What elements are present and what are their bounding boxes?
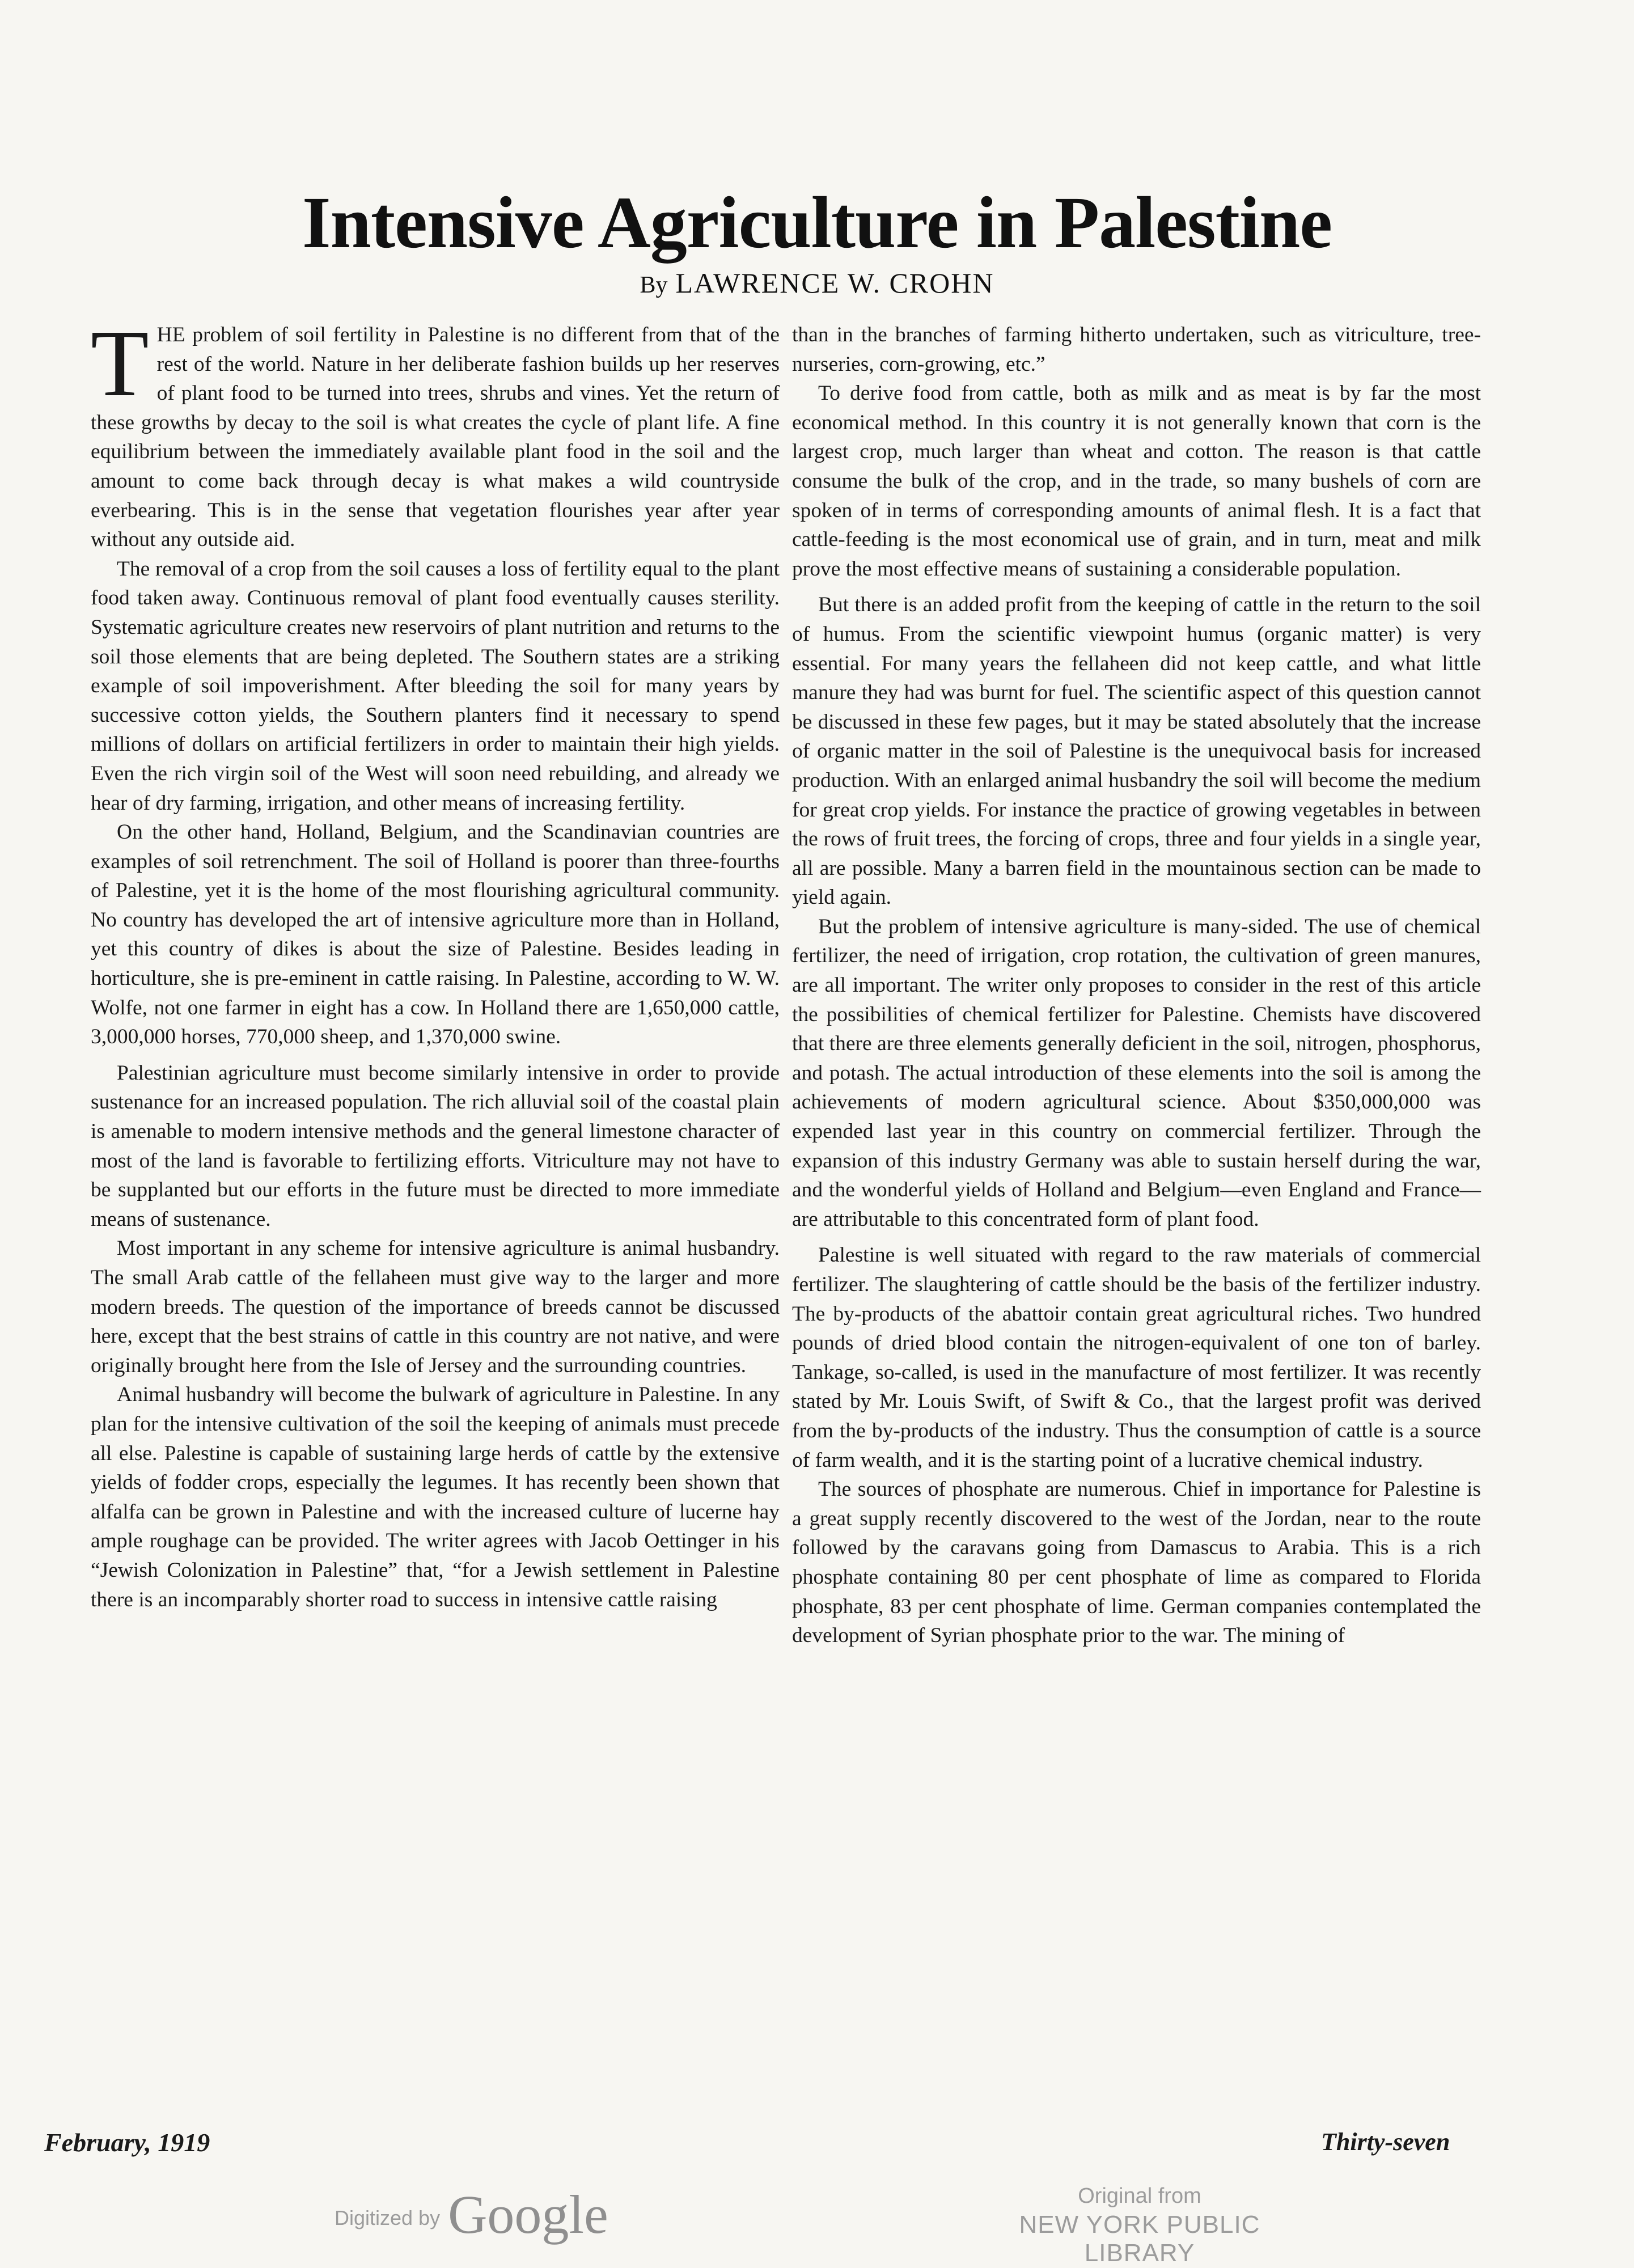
paragraph: But the problem of intensive agriculture is many-sided. The use of chemical fertilizer, the need of irrigation, crop rotation, the cultivation of green manures, are all important. The writer only proposes to consider in the rest of this article the possibilities of chemical fertilizer for Palestine. Chemists have discovered that there are three elements generally deficient in the soil, nitrogen, phosphorus, and potash. The actual introduction of these elements into the soil is among the achievements of modern agricultural science. About $350,000,000 was expended last year in this country on commercial fertilizer. Through the expansion of this industry Germany was able to sustain herself during the war, and the wonderful yields of Holland and Belgium—even England and France—are attributable to this concentrated form of plant food.	[792, 915, 1481, 1231]
digitized-by-label: Digitized by	[335, 2206, 441, 2229]
paragraph: Most important in any scheme for intensive agriculture is animal husbandry. The small Arab cattle of the fellaheen must give way to the larger and more modern breeds. The question of the importance of breeds cannot be discussed here, except that the best strains of cattle in this country are not native, and were originally brought here from the Isle of Jersey and the surrounding countries.	[91, 1237, 780, 1377]
right-column	[792, 320, 1481, 1651]
digitized-watermark	[335, 2183, 608, 2246]
byline-prefix: By	[640, 272, 668, 298]
paragraph: To derive food from cattle, both as milk and as meat is by far the most economical method. In this country it is not generally known that corn is the largest crop, much larger than wheat and cotton. The reason is that cattle consume the bulk of the crop, and in the trade, so many bushels of corn are spoken of in terms of corresponding amounts of animal flesh. It is a fact that cattle-feeding is the most economical use of grain, and in turn, meat and milk prove the most effective means of sustaining a considerable population.	[792, 382, 1481, 581]
byline	[0, 266, 1634, 299]
paragraph: The removal of a crop from the soil causes a loss of fertility equal to the plant food taken away. Continuous removal of plant food eventually causes sterility. Systematic agriculture creates new reservoirs of plant nutrition and returns to the soil those elements that are being depleted. The Southern states are a striking example of soil impoverishment. After bleeding the soil for many years by successive cotton yields, the Southern planters find it necessary to spend millions of dollars on artificial fertilizers in order to maintain their high yields. Even the rich virgin soil of the West will soon need rebuilding, and already we hear of dry farming, irrigation, and other means of increasing fertility.	[91, 557, 780, 815]
library-watermark	[981, 2184, 1298, 2267]
issue-date: February, 1919	[44, 2128, 210, 2157]
paragraph: THE problem of soil fertility in Palestine is no different from that of the rest of the world. Nature in her deliberate fashion builds up her reserves of plant food to be turned into trees, shrubs and vines. Yet the return of these growths by decay to the soil is what creates the cycle of plant life. A fine equilibrium between the immediately available plant food in the soil and the amount to come back through decay is what makes a wild countryside everbearing. This is in the sense that vegetation flourishes year after year without any outside aid.	[91, 311, 780, 552]
paragraph: Palestine is well situated with regard to the raw materials of commercial fertilizer. The slaughtering of cattle should be the basis of the fertilizer industry. The by-products of the abattoir contain great agricultural riches. Two hundred pounds of dried blood contain the nitrogen-equivalent of one ton of barley. Tankage, so-called, is used in the manufacture of most fertilizer. It was recently stated by Mr. Louis Swift, of Swift & Co., that the largest profit was derived from the by-products of the industry. Thus the consumption of cattle is a source of farm wealth, and it is the starting point of a lucrative chemical industry.	[792, 1243, 1481, 1472]
left-column	[91, 311, 780, 1614]
paragraph: But there is an added profit from the keeping of cattle in the return to the soil of humus. From the scientific viewpoint humus (organic matter) is very essential. For many years the fellaheen did not keep cattle, and what little manure they had was burnt for fuel. The scientific aspect of this question cannot be discussed in these few pages, but it may be stated absolutely that the increase of organic matter in the soil of Palestine is the unequivocal basis for increased production. With an enlarged animal husbandry the soil will become the medium for great crop yields. For instance the practice of growing vegetables in between the rows of fruit trees, the forcing of crops, three and four yields in a single year, all are possible. Many a barren field in the mountainous section can be made to yield again.	[792, 593, 1481, 909]
page-number: Thirty-seven	[1321, 2128, 1450, 2156]
paragraph: The sources of phosphate are numerous. Chief in importance for Palestine is a great supply recently discovered to the west of the Jordan, near to the route followed by the caravans going from Damascus to Arabia. This is a rich phosphate containing 80 per cent phosphate of lime as compared to Florida phosphate, 83 per cent phosphate of lime. German companies contemplated the development of Syrian phosphate prior to the war. The mining of	[792, 1478, 1481, 1648]
paragraph: Palestinian agriculture must become similarly intensive in order to provide sustenance for an increased population. The rich alluvial soil of the coastal plain is amenable to modern intensive methods and the general limestone character of most of the land is favorable to fertilizing efforts. Vitriculture may not have to be supplanted but our efforts in the future must be directed to more immediate means of sustenance.	[91, 1061, 780, 1231]
article-title: Intensive Agriculture in Palestine	[302, 182, 1332, 264]
paragraph: than in the branches of farming hitherto undertaken, such as vitriculture, tree-nurseries, corn-growing, etc.”	[792, 323, 1481, 376]
library-name: NEW YORK PUBLIC LIBRARY	[1019, 2211, 1260, 2267]
drop-cap: T	[91, 311, 149, 416]
original-from-label: Original from	[1078, 2184, 1201, 2208]
google-logo: Google	[448, 2184, 608, 2245]
paragraph: On the other hand, Holland, Belgium, and the Scandinavian countries are examples of soil retrenchment. The soil of Holland is poorer than three-fourths of Palestine, yet it is the home of the most flourishing agricultural community. No country has developed the art of intensive agriculture more than in Holland, yet this country of dikes is about the size of Palestine. Besides leading in horticulture, she is pre-eminent in cattle raising. In Palestine, according to W. W. Wolfe, not one farmer in eight has a cow. In Holland there are 1,650,000 cattle, 3,000,000 horses, 770,000 sheep, and 1,370,000 swine.	[91, 820, 780, 1049]
author-name: LAWRENCE W. CROHN	[675, 267, 994, 299]
paragraph: Animal husbandry will become the bulwark of agriculture in Palestine. In any plan for the intensive cultivation of the soil the keeping of animals must precede all else. Palestine is capable of sustaining large herds of cattle by the extensive yields of fodder crops, especially the legumes. It has recently been shown that alfalfa can be grown in Palestine and with the increased culture of lucerne hay ample roughage can be provided. The writer agrees with Jacob Oettinger in his “Jewish Colonization in Palestine” that, “for a Jewish settlement in Palestine there is an incomparably shorter road to success in intensive cattle raising	[91, 1383, 780, 1611]
